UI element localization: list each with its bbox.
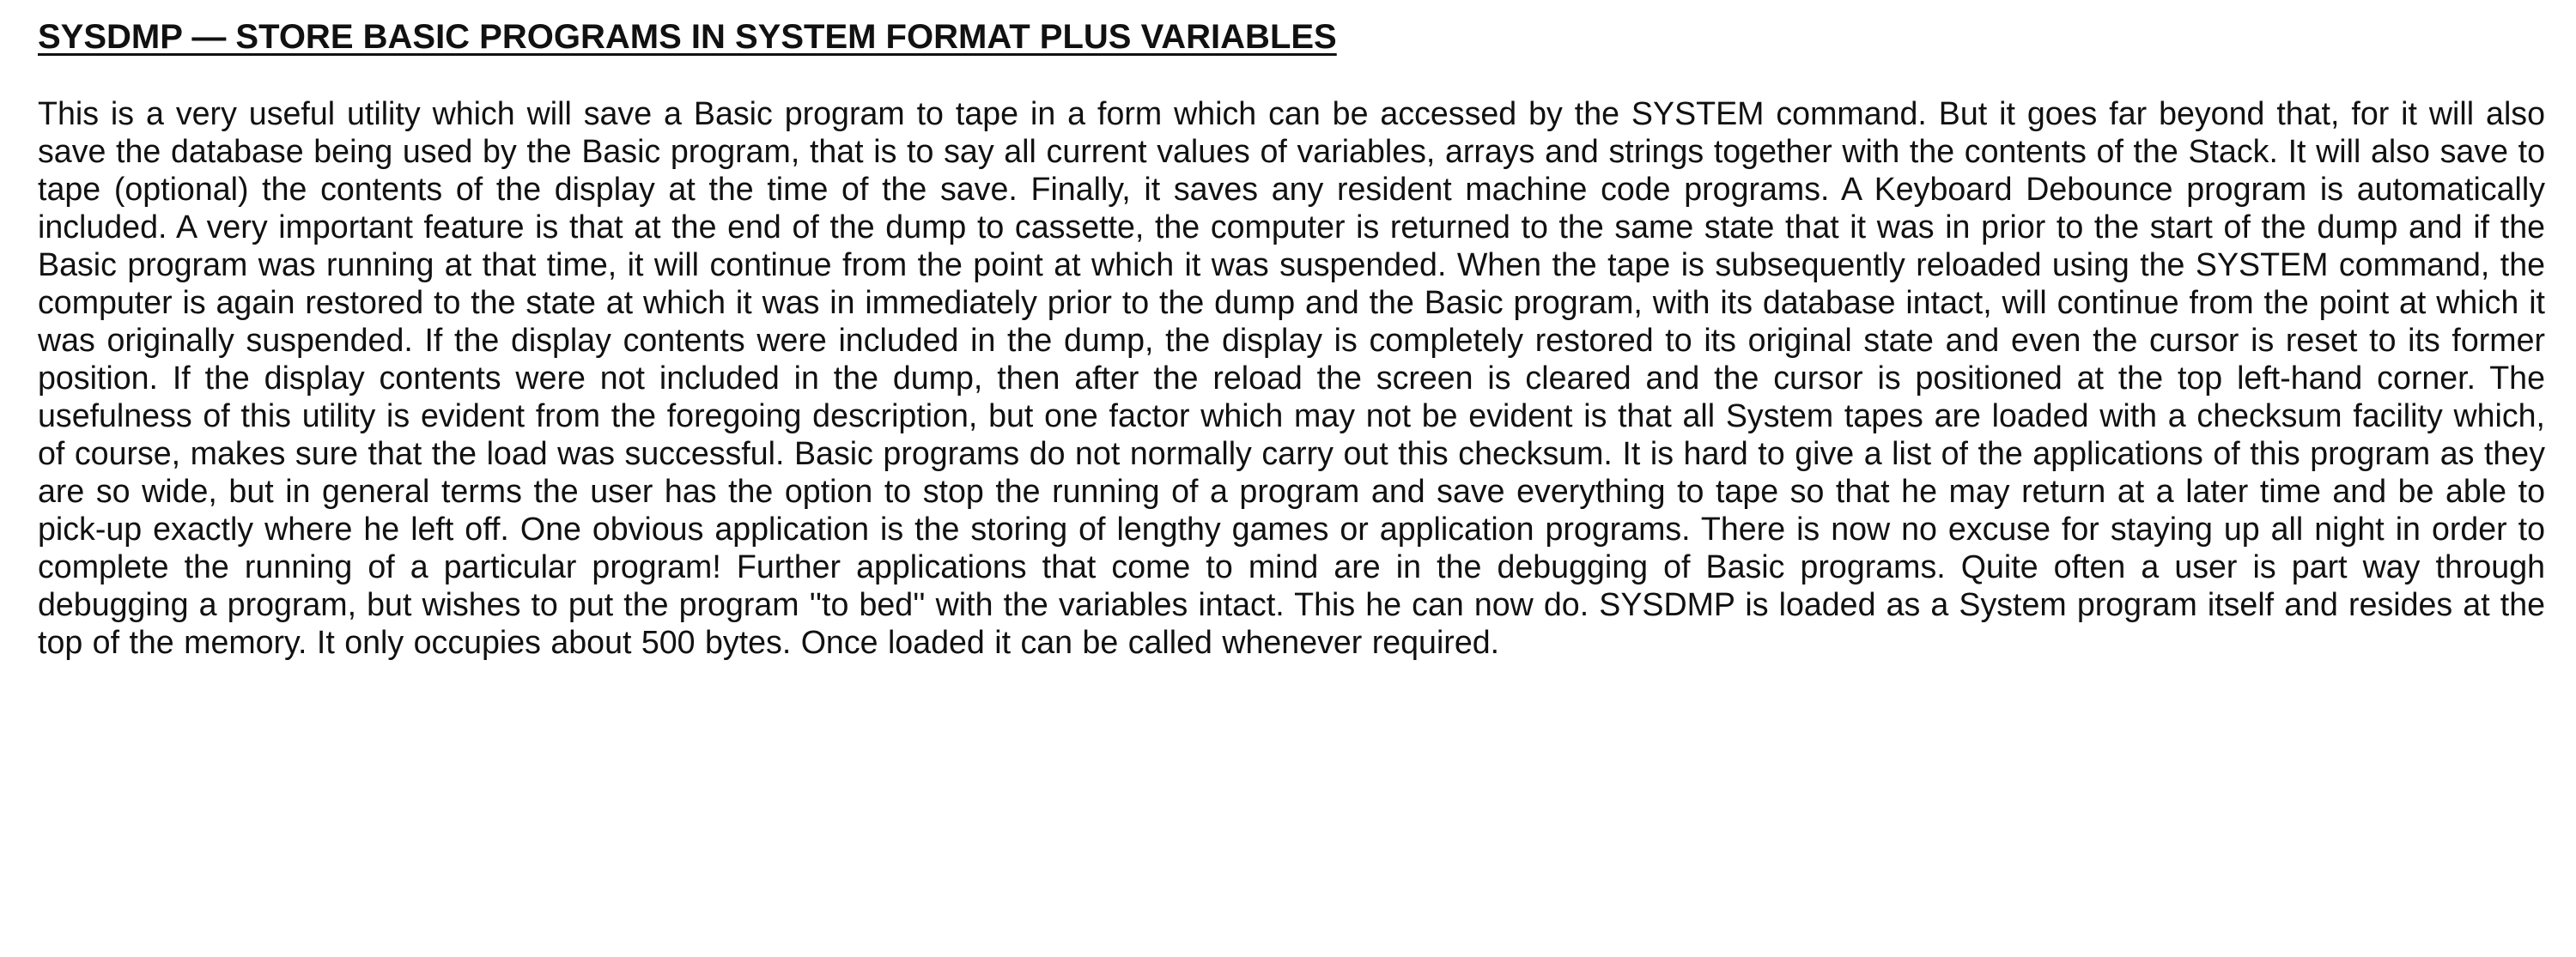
document-page	[38, 15, 2545, 661]
section-heading: SYSDMP — STORE BASIC PROGRAMS IN SYSTEM FORMAT PLUS VARIABLES	[38, 18, 1337, 56]
body-paragraph: This is a very useful utility which will save a Basic program to tape in a form which can be accessed by the SYSTEM command. But it goes far beyond that, for it will also save the database being used by the Basic program, that is to say all current values of variables, arrays and strings together with the contents of the Stack. It will also save to tape (optional) the contents of the display at the time of the save. Finally, it saves any resident machine code programs. A Keyboard Debounce program is automatically included. A very important feature is that at the end of the dump to cassette, the computer is returned to the same state that it was in prior to the start of the dump and if the Basic program was running at that time, it will continue from the point at which it was suspended. When the tape is subsequently reloaded using the SYSTEM command, the computer is again restored to the state at which it was in immediately prior to the dump and the Basic program, with its database intact, will continue from the point at which it was originally suspended. If the display contents were included in the dump, the display is completely restored to its original state and even the cursor is reset to its former position. If the display contents were not included in the dump, then after the reload the screen is cleared and the cursor is positioned at the top left-hand corner. The usefulness of this utility is evident from the foregoing description, but one factor which may not be evident is that all System tapes are loaded with a checksum facility which, of course, makes sure that the load was successful. Basic programs do not normally carry out this checksum. It is hard to give a list of the applications of this program as they are so wide, but in general terms the user has the option to stop the running of a program and save everything to tape so that he may return at a later time and be able to pick-up exactly where he left off. One obvious application is the storing of lengthy games or application programs. There is now no excuse for staying up all night in order to complete the running of a particular program! Further applications that come to mind are in the debugging of Basic programs. Quite often a user is part way through debugging a program, but wishes to put the program ''to bed'' with the variables intact. This he can now do. SYSDMP is loaded as a System program itself and resides at the top of the memory. It only occupies about 500 bytes. Once loaded it can be called whenever required.	[38, 95, 2545, 660]
